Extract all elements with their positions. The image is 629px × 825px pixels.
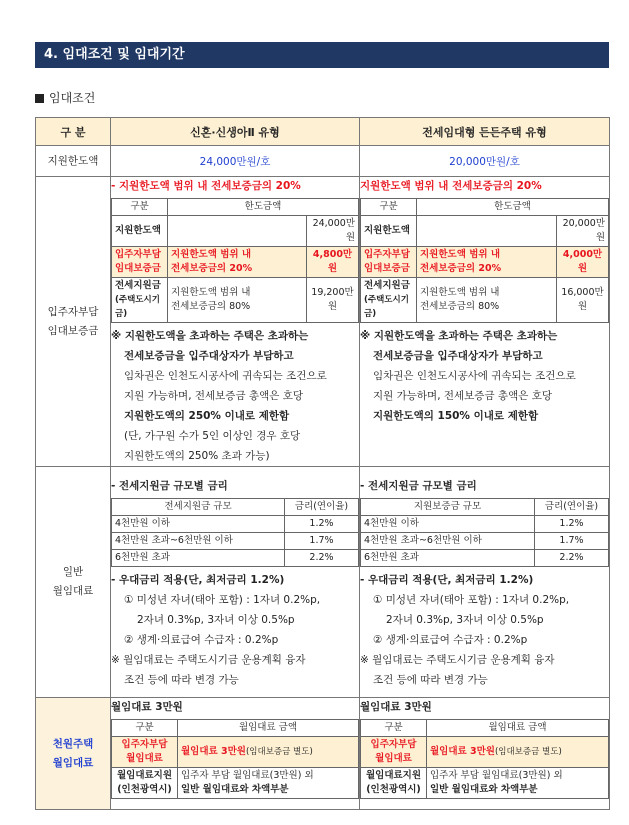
inner-cell: 월임대료지원 (인천광역시)	[112, 768, 178, 799]
inner-cell: 4,000만원	[557, 247, 609, 278]
inner-cell: 19,200만원	[307, 278, 359, 323]
inner-cell: 월임대료 3만원(임대보증금 별도)	[178, 737, 359, 768]
thousand-right	[360, 698, 610, 810]
inner-head: 금리(연이율)	[535, 499, 609, 516]
inner-head-limit: 한도금액	[168, 199, 359, 216]
inner-head-category: 구분	[361, 199, 417, 216]
rent-left-inner-table	[111, 498, 359, 567]
inner-cell: 지원한도액 범위 내 전세보증금의 20%	[168, 247, 307, 278]
deposit-right-inner-table	[360, 198, 609, 323]
inner-head-category: 구분	[112, 199, 168, 216]
inner-cell: 입주자부담 월임대료	[112, 737, 178, 768]
deposit-row	[36, 177, 610, 467]
inner-cell: 4천만원 초과~6천만원 이하	[112, 533, 285, 550]
thousand-label: 천원주택 월임대료	[36, 698, 111, 810]
inner-cell: 4천만원 이하	[112, 516, 285, 533]
inner-cell: 지원한도액	[112, 216, 168, 247]
deposit-right	[360, 177, 610, 467]
inner-cell: 24,000만원	[307, 216, 359, 247]
inner-cell: 지원한도액 범위 내 전세보증금의 80%	[168, 278, 307, 323]
inner-head-limit: 한도금액	[417, 199, 609, 216]
limit-row	[36, 146, 610, 177]
inner-head: 구분	[112, 720, 178, 737]
rent-right-title: - 전세지원금 규모별 금리	[360, 480, 477, 492]
thousand-right-inner-table	[360, 719, 609, 799]
deposit-left-note: ※ 지원한도액을 초과하는 주택은 초과하는 전세보증금을 입주대상자가 부담하고 임차권은 인천도시공사에 귀속되는 조건으로 지원 가능하며, 전세보증금 총액은 호당 지원한도액의 250% 이내로 제한함 (단, 가구원 수가 5인 이상인 경우 호당 지원한도액의 250% 초과 가능)	[111, 330, 327, 462]
inner-cell: 16,000만원	[557, 278, 609, 323]
header-category: 구 분	[36, 118, 111, 146]
inner-cell: 지원한도액 범위 내 전세보증금의 80%	[417, 278, 557, 323]
inner-head: 구분	[361, 720, 427, 737]
inner-cell: 1.7%	[285, 533, 359, 550]
square-bullet-icon	[35, 94, 44, 103]
thousand-row	[36, 698, 610, 810]
inner-cell: 전세지원금 (주택도시기금)	[361, 278, 417, 323]
inner-cell: 입주자부담 임대보증금	[361, 247, 417, 278]
inner-head: 지원보증금 규모	[361, 499, 535, 516]
section-title: 4. 임대조건 및 임대기간	[35, 42, 609, 68]
inner-cell: 월임대료지원 (인천광역시)	[361, 768, 427, 799]
rent-right-inner-table	[360, 498, 609, 567]
thousand-right-title: 월임대료 3만원	[360, 701, 432, 713]
deposit-right-title: 지원한도액 범위 내 전세보증금의 20%	[360, 180, 542, 192]
rent-row	[36, 467, 610, 698]
thousand-left-inner-table	[111, 719, 359, 799]
inner-cell: 1.7%	[535, 533, 609, 550]
inner-cell: 입주자 부담 월임대료(3만원) 외 일반 월임대료와 차액부분	[427, 768, 609, 799]
inner-cell: 4천만원 초과~6천만원 이하	[361, 533, 535, 550]
rent-conditions-table	[35, 117, 610, 810]
inner-cell: 2.2%	[285, 550, 359, 567]
inner-head: 전세지원금 규모	[112, 499, 285, 516]
inner-cell: 6천만원 초과	[112, 550, 285, 567]
inner-cell: 4천만원 이하	[361, 516, 535, 533]
inner-cell: 입주자 부담 월임대료(3만원) 외 일반 월임대료와 차액부분	[178, 768, 359, 799]
header-row	[36, 118, 610, 146]
inner-cell: 월임대료 3만원(임대보증금 별도)	[427, 737, 609, 768]
inner-cell: 지원한도액	[361, 216, 417, 247]
limit-left: 24,000만원/호	[111, 146, 360, 177]
inner-cell: 입주자부담 임대보증금	[112, 247, 168, 278]
inner-cell: 20,000만원	[557, 216, 609, 247]
inner-cell: 4,800만원	[307, 247, 359, 278]
inner-cell: 입주자부담 월임대료	[361, 737, 427, 768]
subsection-heading	[35, 89, 95, 106]
deposit-left-title: - 지원한도액 범위 내 전세보증금의 20%	[111, 180, 301, 192]
header-jeonse: 전세임대형 든든주택 유형	[360, 118, 610, 146]
rent-left-note: - 우대금리 적용(단, 최저금리 1.2%) ① 미성년 자녀(태아 포함) : 1자녀 0.2%p, 2자녀 0.3%p, 3자녀 이상 0.5%p ② 생계·의료급여 수급자 : 0.2%p ※ 월임대료는 주택도시기금 운용계획 융자 조건 등에 따라 변경 가능	[111, 574, 321, 686]
inner-head: 월임대료 금액	[178, 720, 359, 737]
rent-right-note: - 우대금리 적용(단, 최저금리 1.2%) ① 미성년 자녀(태아 포함) : 1자녀 0.2%p, 2자녀 0.3%p, 3자녀 이상 0.5%p ② 생계·의료급여 수급자 : 0.2%p ※ 월임대료는 주택도시기금 운용계획 융자 조건 등에 따라 변경 가능	[360, 574, 570, 686]
inner-head: 월임대료 금액	[427, 720, 609, 737]
thousand-left	[111, 698, 360, 810]
inner-cell: 2.2%	[535, 550, 609, 567]
deposit-left-inner-table	[111, 198, 359, 323]
thousand-left-title: 월임대료 3만원	[111, 701, 183, 713]
header-newlywed: 신혼·신생아Ⅱ 유형	[111, 118, 360, 146]
rent-right	[360, 467, 610, 698]
deposit-right-note: ※ 지원한도액을 초과하는 주택은 초과하는 전세보증금을 입주대상자가 부담하고 임차권은 인천도시공사에 귀속되는 조건으로 지원 가능하며, 전세보증금 총액은 호당 지원한도액의 150% 이내로 제한함	[360, 330, 576, 422]
inner-cell: 6천만원 초과	[361, 550, 535, 567]
inner-cell: 1.2%	[535, 516, 609, 533]
inner-cell: 1.2%	[285, 516, 359, 533]
inner-cell: 전세지원금 (주택도시기금)	[112, 278, 168, 323]
rent-left	[111, 467, 360, 698]
rent-left-title: - 전세지원금 규모별 금리	[111, 480, 228, 492]
inner-cell: 지원한도액 범위 내 전세보증금의 20%	[417, 247, 557, 278]
deposit-label: 입주자부담 임대보증금	[36, 177, 111, 467]
subsection-label: 임대조건	[49, 91, 96, 105]
limit-right: 20,000만원/호	[360, 146, 610, 177]
limit-label: 지원한도액	[36, 146, 111, 177]
deposit-left	[111, 177, 360, 467]
inner-head: 금리(연이율)	[285, 499, 359, 516]
rent-label: 일반 월임대료	[36, 467, 111, 698]
